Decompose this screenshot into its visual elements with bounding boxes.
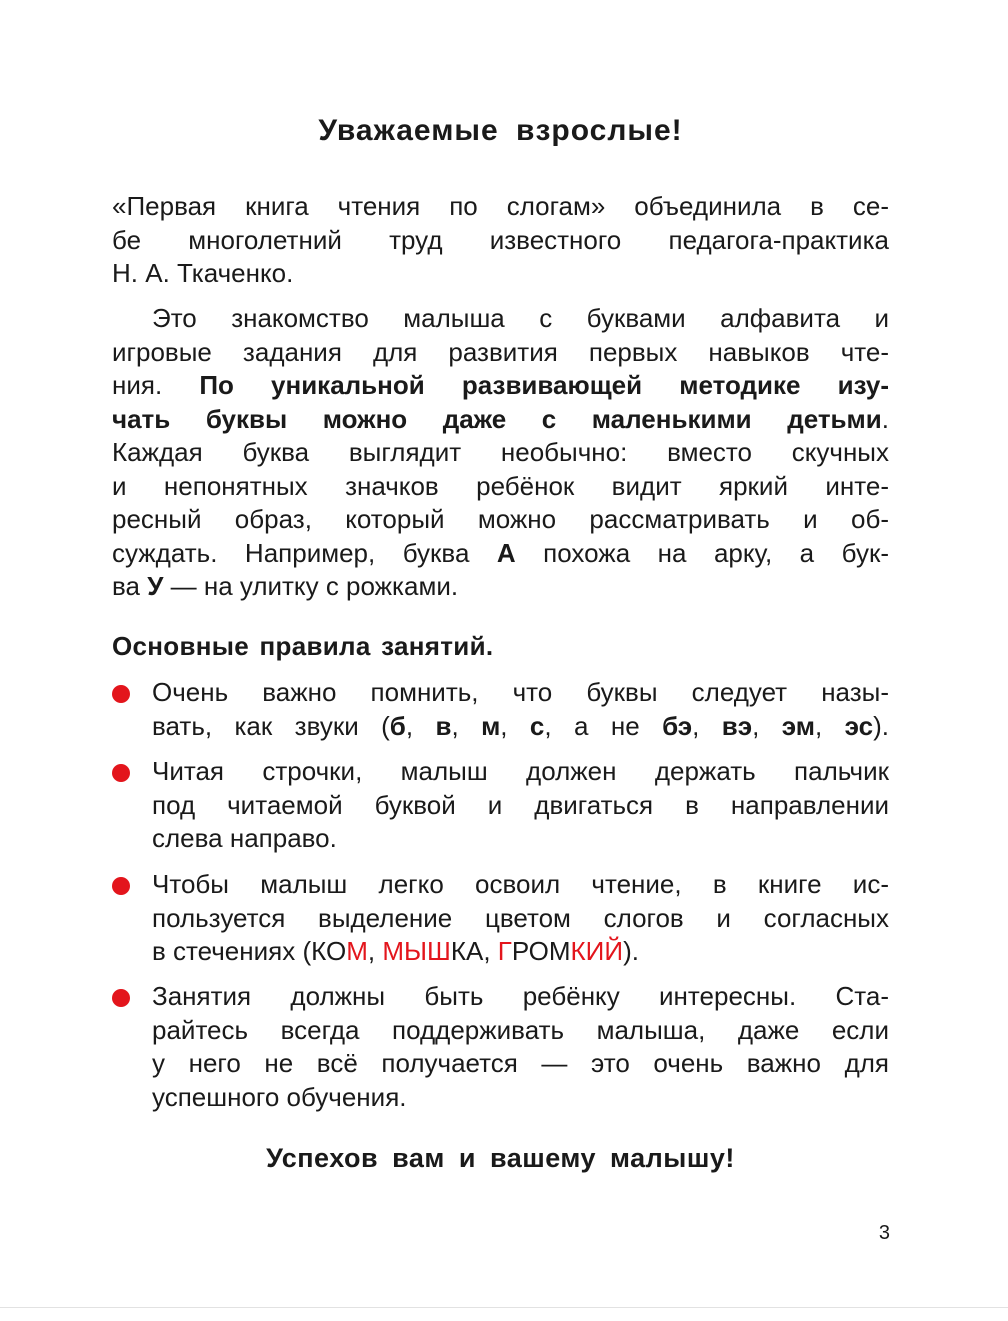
word-gromkiy-highlight: КИЙ [570,936,624,966]
word-myshka-part: КА [450,936,484,966]
description-bold-text: По уникальной развивающей методике изу- [199,370,889,400]
separator: , [692,710,722,741]
description-bold-text: чать буквы можно даже с маленькими детьми [112,403,882,434]
rule-text-part: вать, как звуки ( [152,710,390,741]
rule-line: райтесь всегда поддерживать малыша, даже если [152,1014,889,1045]
intro-paragraph [112,190,889,291]
bullet-dot-icon [112,989,130,1007]
separator: , [367,936,383,966]
description-line [112,537,889,571]
rule-line: под читаемой буквой и двигаться в направлении [152,789,889,820]
separator: , [405,710,436,741]
bullet-dot-icon [112,685,130,703]
description-line [112,570,889,604]
rule-text-part: ). [873,710,889,741]
word-kom-highlight: М [346,936,368,966]
description-text: ния. [112,370,200,400]
description-line: и непонятных значков ребёнок видит яркий инте- [112,470,889,501]
rule-text-part: , а не [544,710,663,741]
sound-example: с [529,710,545,741]
rule-line: Чтобы малыш легко освоил чтение, в книге ис- [152,869,889,899]
rule-text [152,868,889,969]
description-line: игровые задания для развития первых навыков чте- [112,336,889,367]
letter-u: У [147,571,164,601]
description-text: суждать. Например, буква [112,537,497,568]
rule-line: у него не всё получается — это очень важно для [152,1048,889,1078]
rule-line: Читая строчки, малыш должен держать пальчик [152,756,889,786]
letter-name-example: эм [781,710,815,741]
word-kom-part: КО [311,936,347,966]
intro-line: бе многолетний труд известного педагога-практика [112,224,889,255]
rule-line: Занятия должны быть ребёнку интересны. Ста- [152,981,889,1011]
rule-text [152,676,889,743]
bullet-dot-icon [112,764,130,782]
word-gromkiy-part: РОМ [511,936,571,966]
word-gromkiy-highlight: Г [497,936,512,966]
separator: , [451,710,482,741]
description-text: ва [112,571,148,601]
page-number: 3 [878,1222,890,1244]
sound-example: м [481,710,501,741]
intro-line: Н. А. Ткаченко. [112,258,294,288]
description-line [112,403,889,437]
rule-text-part: в стечениях ( [152,936,312,966]
description-line: ресный образ, который можно рассматривать и об- [112,504,889,534]
rule-text [152,755,889,856]
letter-name-example: вэ [721,710,753,741]
rule-line: Очень важно помнить, что буквы следует назы- [152,677,889,707]
letter-name-example: эс [844,710,874,741]
intro-line: «Первая книга чтения по слогам» объединила в се- [112,191,889,221]
page-title: Уважаемые взрослые! [318,114,683,147]
description-line: Это знакомство малыша с буквами алфавита и [152,303,889,333]
rule-text-part: ). [623,936,639,966]
separator: , [752,710,782,741]
rule-line: слева направо. [152,823,337,853]
separator: , [500,710,530,741]
description-text: — на улитку с рожками. [163,571,459,601]
letter-name-example: бэ [662,710,693,741]
rule-line: успешного обучения. [152,1081,407,1112]
letter-a: А [496,537,516,568]
word-myshka-highlight: МЫШ [382,936,451,966]
rule-line [152,935,889,969]
description-text: похожа на арку, а бук- [515,537,889,568]
sound-example: в [435,710,452,741]
separator: , [483,936,498,966]
description-paragraph [112,302,889,604]
description-line [112,369,889,403]
rules-heading: Основные правила занятий. [112,631,494,661]
sound-example: б [389,710,406,741]
description-text: . [881,403,889,434]
rule-text [152,980,889,1114]
description-line: Каждая буква выглядит необычно: вместо скучных [112,437,889,467]
bullet-dot-icon [112,877,130,895]
rule-line: пользуется выделение цветом слогов и согласных [152,902,889,933]
separator: , [815,710,845,741]
closing-wish: Успехов вам и вашему малышу! [266,1143,735,1173]
rule-line [152,710,889,744]
